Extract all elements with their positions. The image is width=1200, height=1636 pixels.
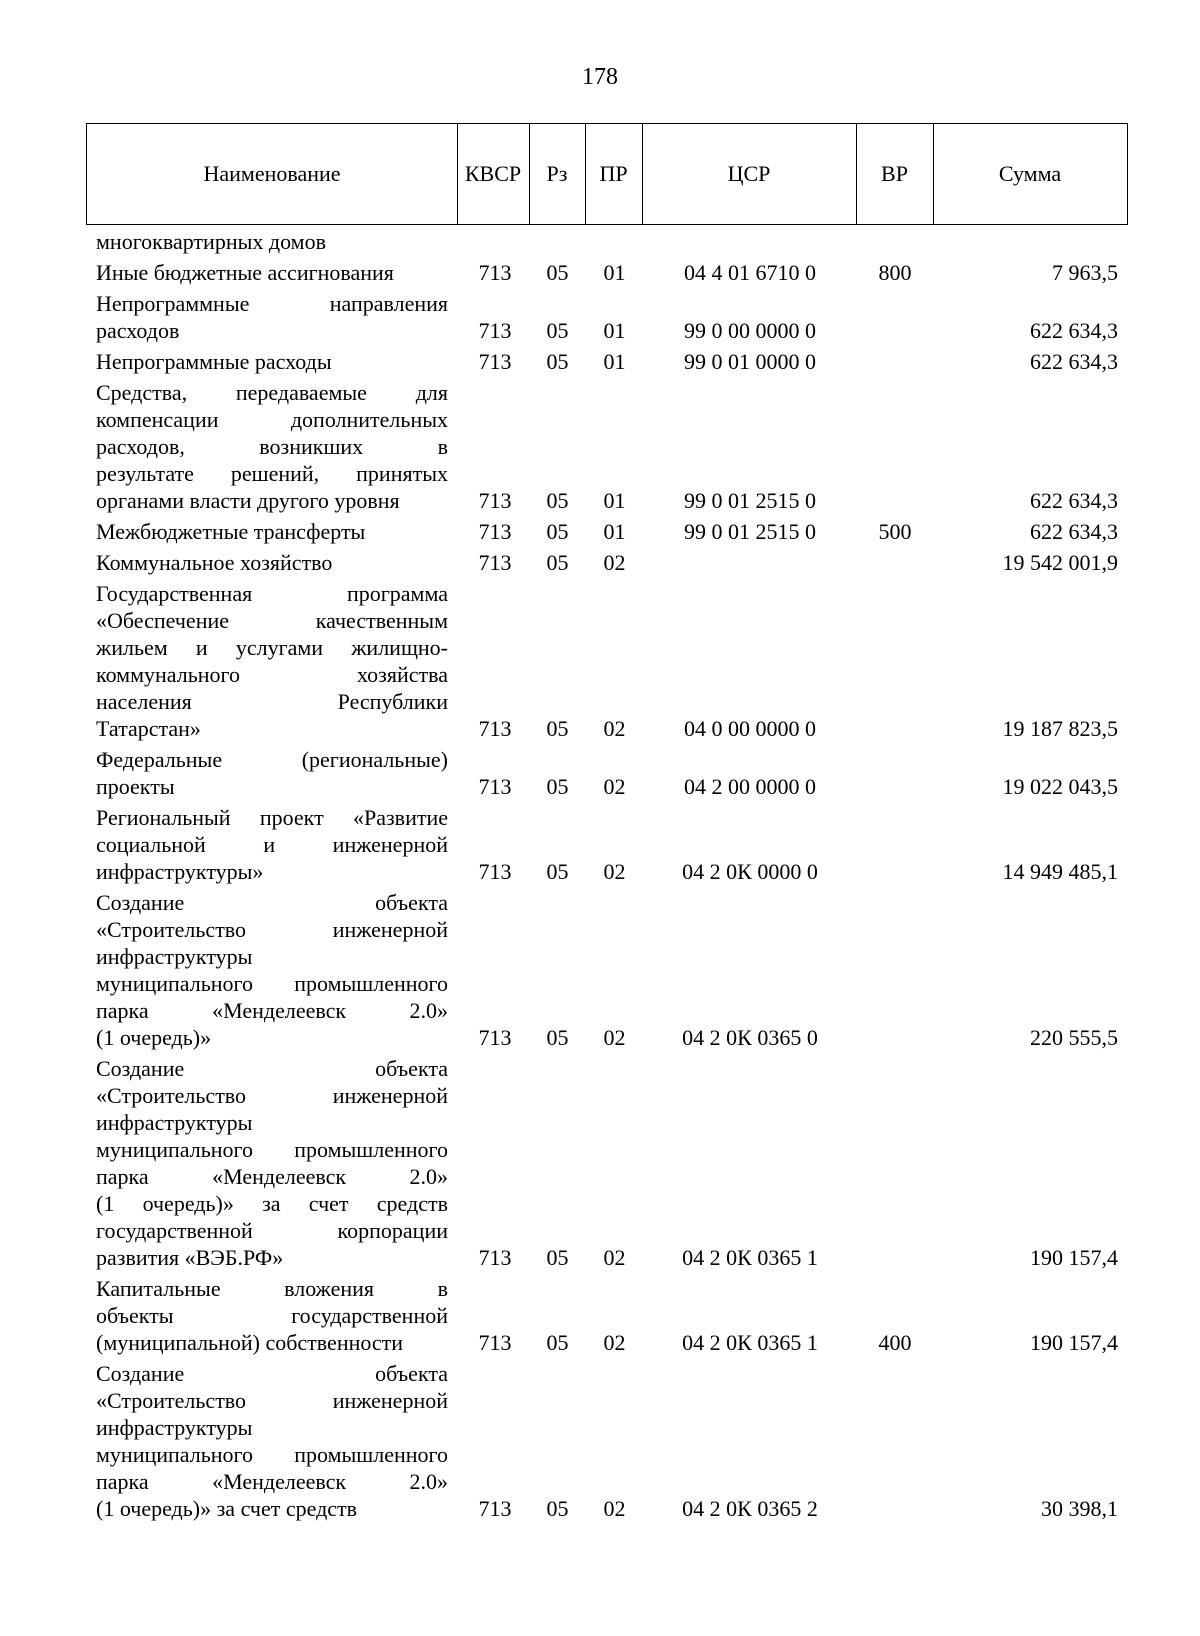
table-row [0,1055,1200,1271]
cell-pr: 02 [603,1330,626,1355]
cell-rz: 05 [546,349,569,374]
row-name-line: Создание объекта [96,1361,448,1386]
table-row [0,1275,1200,1356]
cell-kvsr: 713 [478,716,512,741]
cell-vr [860,1244,930,1271]
row-name-line: муниципального промышленного [96,971,448,996]
row-name-line: «Строительство инженерной [96,917,448,942]
cell-csr: 99 0 01 2515 0 [684,519,816,544]
row-name-line: Непрограммные направления [96,291,448,316]
table-row [0,889,1200,1051]
row-name-line: инфраструктуры» [96,859,264,884]
table-row [0,804,1200,885]
cell-kvsr: 713 [478,260,512,285]
cell-rz: 05 [546,1025,569,1050]
cell-pr: 02 [603,1245,626,1270]
cell-pr: 02 [603,1496,626,1521]
cell-csr: 04 2 0К 0365 1 [682,1245,818,1270]
cell-rz: 05 [546,488,569,513]
table-row [0,746,1200,800]
row-name-line: расходов, возникших в [96,434,448,459]
row-name-line: «Строительство инженерной [96,1388,448,1413]
row-name-line: (1 очередь)» [96,1025,212,1050]
header-name: Наименование [203,161,341,186]
row-name-line: инфраструктуры [96,1415,253,1440]
table-header [86,123,1128,225]
header-pr: ПР [599,161,628,186]
cell-csr [645,228,855,255]
row-name-line: Создание объекта [96,1056,448,1081]
cell-kvsr: 713 [478,774,512,799]
row-name-line: Межбюджетные трансферты [96,519,366,544]
cell-kvsr: 713 [478,1330,512,1355]
row-name-line: многоквартирных домов [96,229,326,254]
cell-rz: 05 [546,774,569,799]
row-name-line: (1 очередь)» за счет средств [96,1496,358,1521]
cell-vr [860,1024,930,1051]
cell-csr: 04 2 00 0000 0 [684,774,816,799]
row-name-line: социальной и инженерной [96,832,448,857]
table-row [0,290,1200,344]
cell-csr: 04 2 0К 0365 1 [682,1330,818,1355]
cell-pr: 01 [603,519,626,544]
row-name-line: расходов [96,318,180,343]
cell-rz: 05 [546,260,569,285]
cell-pr: 02 [603,716,626,741]
cell-sum [940,228,1118,255]
cell-pr: 01 [603,318,626,343]
cell-pr: 02 [603,859,626,884]
cell-csr: 04 2 0К 0000 0 [682,859,818,884]
cell-pr: 02 [603,1025,626,1050]
row-name-line: парка «Менделеевск 2.0» [96,998,448,1023]
row-name-line: Коммунальное хозяйство [96,550,333,575]
row-name-line: Капитальные вложения в [96,1276,448,1301]
cell-kvsr: 713 [478,859,512,884]
cell-vr [860,858,930,885]
cell-sum: 622 634,3 [1030,349,1118,374]
cell-pr: 01 [603,349,626,374]
cell-kvsr: 713 [478,349,512,374]
row-name-line: органами власти другого уровня [96,488,400,513]
row-name-line: (муниципальной) собственности [96,1330,404,1355]
cell-vr [860,773,930,800]
table-row [0,1360,1200,1522]
cell-sum: 19 022 043,5 [1002,774,1118,799]
cell-sum: 622 634,3 [1030,519,1118,544]
row-name-line: «Строительство инженерной [96,1083,448,1108]
cell-csr: 04 2 0К 0365 2 [682,1496,818,1521]
cell-rz: 05 [546,318,569,343]
table-row [0,228,1200,255]
row-name-line: (1 очередь)» за счет средств [96,1191,448,1216]
row-name-line: коммунального хозяйства [96,662,448,687]
cell-csr [645,549,855,576]
cell-rz: 05 [546,716,569,741]
cell-rz: 05 [546,1330,569,1355]
cell-rz [535,228,580,255]
cell-sum: 622 634,3 [1030,318,1118,343]
cell-vr [860,348,930,375]
cell-sum: 30 398,1 [1041,1496,1118,1521]
table-row [0,580,1200,742]
cell-kvsr: 713 [478,318,512,343]
row-name-line: муниципального промышленного [96,1442,448,1467]
cell-vr [860,1495,930,1522]
row-name-line: проекты [96,774,175,799]
cell-pr: 01 [603,260,626,285]
cell-rz: 05 [546,1245,569,1270]
table-row [0,348,1200,375]
cell-csr: 04 2 0К 0365 0 [682,1025,818,1050]
cell-sum: 190 157,4 [1030,1330,1118,1355]
cell-pr: 02 [603,550,626,575]
header-rz: Рз [546,161,568,186]
cell-pr: 02 [603,774,626,799]
cell-kvsr: 713 [478,519,512,544]
cell-kvsr: 713 [478,1025,512,1050]
table-row [0,379,1200,514]
row-name-line: «Обеспечение качественным [96,608,448,633]
cell-rz: 05 [546,519,569,544]
cell-kvsr: 713 [478,550,512,575]
row-name-line: парка «Менделеевск 2.0» [96,1164,448,1189]
page-number: 178 [582,64,618,90]
cell-sum: 7 963,5 [1052,260,1118,285]
cell-vr [860,715,930,742]
cell-vr: 500 [878,519,912,544]
cell-rz: 05 [546,550,569,575]
cell-csr: 99 0 01 0000 0 [684,349,816,374]
row-name-line: инфраструктуры [96,1110,253,1135]
cell-kvsr: 713 [478,488,512,513]
cell-csr: 99 0 01 2515 0 [684,488,816,513]
header-csr: ЦСР [727,161,771,186]
cell-sum: 19 542 001,9 [1002,550,1118,575]
row-name-line: Федеральные (региональные) [96,747,448,772]
row-name-line: Государственная программа [96,581,448,606]
cell-sum: 190 157,4 [1030,1245,1118,1270]
row-name-line: муниципального промышленного [96,1137,448,1162]
cell-sum: 622 634,3 [1030,488,1118,513]
cell-rz: 05 [546,1496,569,1521]
row-name-line: Иные бюджетные ассигнования [96,260,394,285]
cell-vr [860,549,930,576]
cell-vr [860,317,930,344]
header-vr: ВР [881,161,908,186]
row-name-line: Татарстан» [96,716,201,741]
header-sum: Сумма [998,161,1062,186]
cell-pr [592,228,637,255]
table-row [0,549,1200,576]
cell-sum: 14 949 485,1 [1002,859,1118,884]
cell-sum: 220 555,5 [1030,1025,1118,1050]
cell-kvsr: 713 [478,1245,512,1270]
row-name-line: Средства, передаваемые для [96,380,448,405]
row-name-line: объекты государственной [96,1303,448,1328]
row-name-line: компенсации дополнительных [96,407,448,432]
table-row [0,259,1200,286]
cell-sum: 19 187 823,5 [1002,716,1118,741]
cell-vr [860,487,930,514]
row-name-line: Создание объекта [96,890,448,915]
row-name-line: государственной корпорации [96,1218,448,1243]
row-name-line: инфраструктуры [96,944,253,969]
table-row [0,518,1200,545]
cell-csr: 04 0 00 0000 0 [684,716,816,741]
row-name-line: Непрограммные расходы [96,349,332,374]
row-name-line: результате решений, принятых [96,461,448,486]
header-kvsr: КВСР [464,161,522,186]
cell-vr: 800 [878,260,912,285]
cell-csr: 04 4 01 6710 0 [684,260,816,285]
row-name-line: развития «ВЭБ.РФ» [96,1245,284,1270]
cell-kvsr: 713 [478,1496,512,1521]
row-name-line: жильем и услугами жилищно- [96,635,448,660]
cell-pr: 01 [603,488,626,513]
row-name-line: Региональный проект «Развитие [96,805,448,830]
cell-rz: 05 [546,859,569,884]
row-name-line: населения Республики [96,689,448,714]
cell-vr: 400 [878,1330,912,1355]
cell-kvsr [470,228,520,255]
cell-csr: 99 0 00 0000 0 [684,318,816,343]
row-name-line: парка «Менделеевск 2.0» [96,1469,448,1494]
cell-vr [860,228,930,255]
